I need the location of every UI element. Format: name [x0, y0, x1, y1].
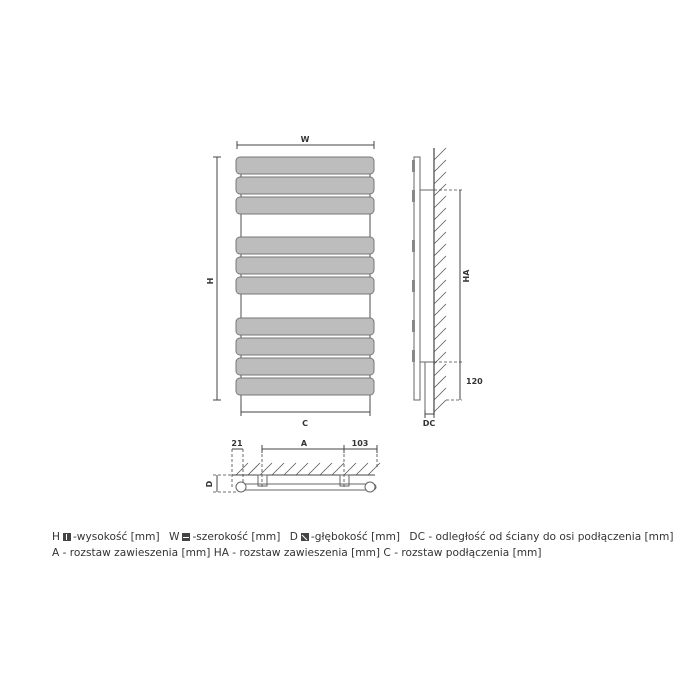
legend-text-dc: DC - odległość od ściany do osi podłączenia [mm]: [409, 531, 674, 543]
radiator-panel: [236, 318, 374, 335]
legend-text-h: -wysokość [mm]: [72, 531, 160, 543]
label-ha: HA: [462, 269, 471, 283]
legend-text-d: -głębokość [mm]: [310, 531, 401, 543]
side-view: [412, 148, 483, 428]
legend-text-w: -szerokość [mm]: [192, 531, 281, 543]
legend-line-2: A - rozstaw zawieszenia [mm] HA - rozstaw zawieszenia [mm] C - rozstaw podłączenia [mm]: [52, 547, 542, 559]
label-a: A: [300, 439, 308, 448]
radiator-panel: [236, 197, 374, 214]
wall-hatching-top: [236, 463, 380, 475]
radiator-panel: [236, 237, 374, 254]
label-c: C: [302, 419, 308, 428]
wall-hatching: [434, 148, 446, 412]
radiator-panel: [236, 378, 374, 395]
label-h: H: [206, 277, 215, 285]
legend-line-1: [52, 529, 692, 545]
height-icon: [63, 533, 71, 541]
label-d: D: [205, 480, 214, 488]
radiator-panel: [236, 257, 374, 274]
front-view: [206, 135, 374, 428]
radiator-panel: [236, 358, 374, 375]
radiator-panel: [236, 177, 374, 194]
top-view: [205, 439, 380, 492]
width-icon: [182, 533, 190, 541]
legend-sym-h: H: [52, 531, 60, 543]
legend-sym-d: D: [289, 531, 298, 543]
label-w: W: [300, 135, 310, 144]
connection-circle: [236, 482, 246, 492]
legend: [52, 529, 692, 561]
radiator-panel: [236, 338, 374, 355]
connection-circle: [365, 482, 375, 492]
label-103: 103: [351, 439, 369, 448]
radiator-top-bar: [236, 484, 376, 490]
label-21: 21: [231, 439, 243, 448]
depth-icon: [301, 533, 309, 541]
radiator-panel: [236, 277, 374, 294]
radiator-panel: [236, 157, 374, 174]
label-dc: DC: [422, 419, 436, 428]
legend-sym-w: W: [168, 531, 180, 543]
label-120: 120: [466, 377, 483, 386]
